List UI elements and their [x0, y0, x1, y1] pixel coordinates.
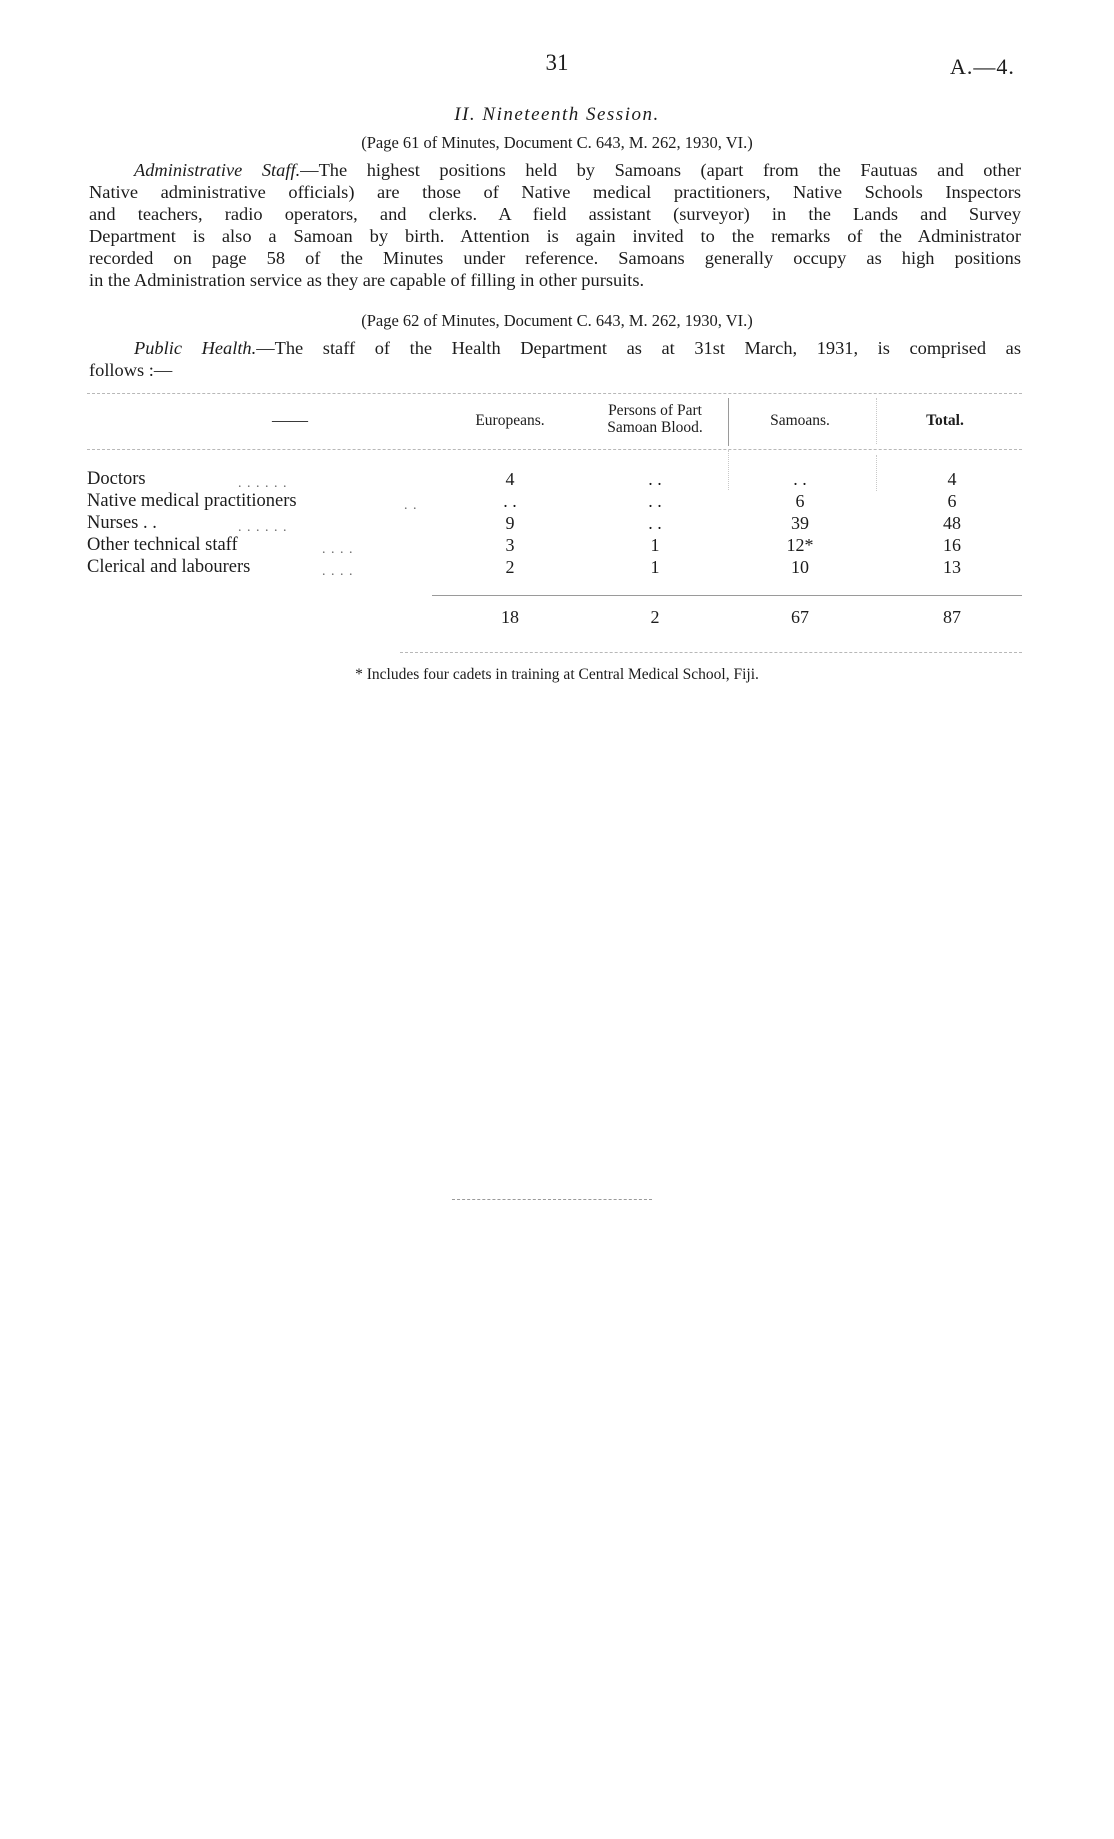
administrative-staff-paragraph	[89, 159, 1021, 291]
minutes-reference-1: (Page 61 of Minutes, Document C. 643, M. 262, 1930, VI.)	[361, 133, 753, 152]
cell-europeans: . .	[503, 491, 517, 511]
paragraph-line: Department is also a Samoan by birth. Attention is again invited to the remarks of the Administrator	[89, 226, 1021, 246]
table-sum-rule	[432, 595, 1022, 596]
cell-europeans: 2	[505, 557, 515, 577]
cell-europeans: 9	[505, 513, 515, 533]
cell-samoans: 39	[791, 513, 809, 533]
cell-part-samoan: 1	[650, 535, 660, 555]
end-rule	[452, 1199, 652, 1200]
row-label-clerical-and-labourers: Clerical and labourers	[87, 557, 251, 577]
cell-europeans: 4	[505, 469, 515, 489]
paragraph-line-text: —The highest positions held by Samoans (apart from the Fautuas and other	[300, 160, 1021, 180]
cell-total: 4	[947, 469, 957, 489]
paragraph-line	[89, 337, 1021, 359]
column-divider	[728, 398, 729, 446]
paragraph-line: and teachers, radio operators, and clerks. A field assistant (surveyor) in the Lands and Survey	[89, 204, 1021, 224]
header-part-samoan-line-1: Persons of Part	[608, 402, 702, 419]
paragraph-line: recorded on page 58 of the Minutes under reference. Samoans generally occupy as high positions	[89, 248, 1021, 268]
header-part-samoan	[585, 402, 725, 436]
cell-samoans: . .	[793, 469, 807, 489]
row-label-nurses: Nurses . .	[87, 513, 157, 533]
paragraph-line-text: —The staff of the Health Department as at 31st March, 1931, is comprised as	[256, 338, 1021, 358]
paragraph-lead: Public Health.	[134, 338, 257, 358]
table-footnote: * Includes four cadets in training at Central Medical School, Fiji.	[355, 666, 759, 683]
page-number: 31	[545, 50, 569, 75]
document-reference: A.—4.	[950, 54, 1015, 79]
total-part-samoan: 2	[650, 607, 660, 627]
column-divider	[876, 455, 877, 491]
cell-samoans: 12*	[786, 535, 814, 555]
paragraph-line: follows :—	[89, 360, 173, 380]
paragraph-line: Native administrative officials) are those of Native medical practitioners, Native Schools Inspectors	[89, 182, 1021, 202]
minutes-reference-2: (Page 62 of Minutes, Document C. 643, M. 262, 1930, VI.)	[361, 311, 753, 330]
total-samoans: 67	[791, 607, 809, 627]
column-divider	[728, 450, 729, 490]
total-total: 87	[943, 607, 961, 627]
dot-leader: . . . . . .	[238, 476, 288, 491]
cell-part-samoan: . .	[648, 513, 662, 533]
dot-leader: . . . .	[322, 564, 354, 579]
paragraph-line	[89, 159, 1021, 181]
cell-europeans: 3	[505, 535, 515, 555]
row-label-native-medical-practitioners: Native medical practitioners	[87, 491, 297, 511]
cell-part-samoan: . .	[648, 491, 662, 511]
cell-total: 48	[943, 513, 961, 533]
cell-samoans: 10	[791, 557, 809, 577]
dot-leader: . . . .	[322, 542, 354, 557]
header-category: ——	[272, 410, 308, 430]
header-part-samoan-line-2: Samoan Blood.	[607, 419, 703, 436]
header-samoans: Samoans.	[770, 412, 830, 429]
public-health-paragraph	[89, 337, 1021, 381]
cell-total: 16	[943, 535, 961, 555]
cell-part-samoan: 1	[650, 557, 660, 577]
table-top-rule	[87, 393, 1022, 394]
row-label-doctors: Doctors	[87, 469, 146, 489]
paragraph-lead: Administrative Staff.	[134, 160, 301, 180]
column-divider	[876, 398, 877, 444]
header-europeans: Europeans.	[475, 412, 545, 429]
table-header-rule	[87, 449, 1022, 450]
cell-part-samoan: . .	[648, 469, 662, 489]
total-europeans: 18	[501, 607, 519, 627]
paragraph-line: in the Administration service as they are capable of filling in other pursuits.	[89, 270, 645, 290]
section-heading: II. Nineteenth Session.	[454, 104, 660, 125]
cell-total: 6	[947, 491, 957, 511]
table-bottom-rule	[400, 652, 1022, 653]
row-label-other-technical-staff: Other technical staff	[87, 535, 238, 555]
header-total: Total.	[926, 412, 964, 429]
cell-total: 13	[943, 557, 961, 577]
dot-leader: . . . . . .	[238, 520, 288, 535]
cell-samoans: 6	[795, 491, 805, 511]
dot-leader: . .	[404, 498, 418, 513]
